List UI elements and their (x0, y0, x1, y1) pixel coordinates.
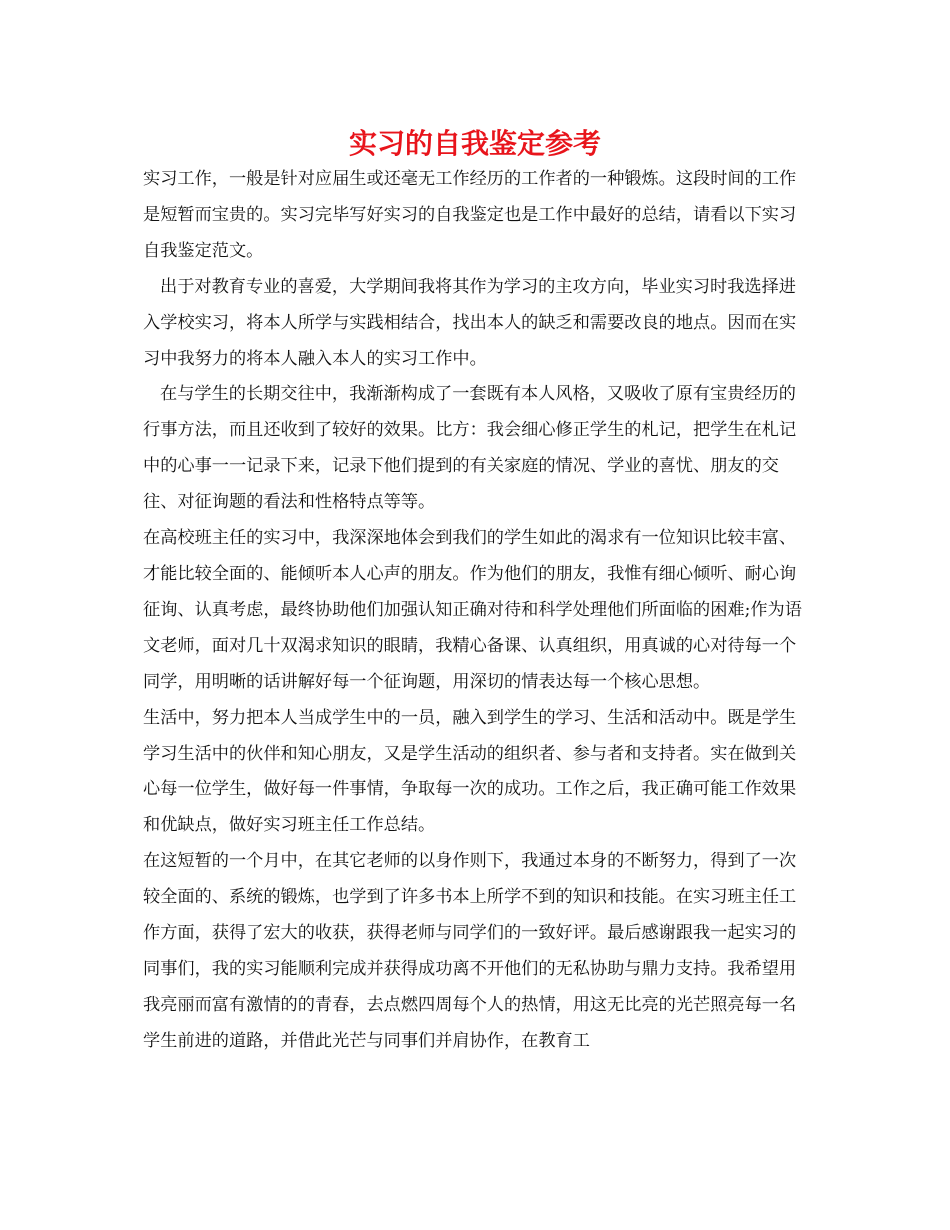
document-body (143, 162, 813, 1060)
document-title: 实习的自我鉴定参考 (348, 127, 601, 160)
paragraph-student-interaction: 在与学生的长期交往中，我渐渐构成了一套既有本人风格，又吸收了原有宝贵经历的行事方法，而且还收到了较好的效果。比方：我会细心修正学生的札记，把学生在札记中的心事一一记录下来，记录下他们提到的有关家庭的情况、学业的喜忧、朋友的交往、对征询题的看法和性格特点等等。 (143, 384, 797, 513)
paragraph-summary: 在这短暂的一个月中，在其它老师的以身作则下，我通过本身的不断努力，得到了一次较全面的、系统的锻炼，也学到了许多书本上所学不到的知识和技能。在实习班主任工作方面，获得了宏大的收获，获得老师与同学们的一致好评。最后感谢跟我一起实习的同事们，我的实习能顺利完成并获得成功离不开他们的无私协助与鼎力支持。我希望用我亮丽而富有激情的的青春，去点燃四周每个人的热情，用这无比亮的光芒照亮每一名学生前进的道路，并借此光芒与同事们并肩协作，在教育工 (143, 851, 797, 1051)
paragraph-major-choice: 出于对教育专业的喜爱，大学期间我将其作为学习的主攻方向，毕业实习时我选择进入学校实习，将本人所学与实践相结合，找出本人的缺乏和需要改良的地点。因而在实习中我努力的将本人融入本人的实习工作中。 (143, 276, 797, 369)
paragraph-daily-life: 生活中，努力把本人当成学生中的一员，融入到学生的学习、生活和活动中。既是学生学习生活中的伙伴和知心朋友，又是学生活动的组织者、参与者和支持者。实在做到关心每一位学生，做好每一件事情，争取每一次的成功。工作之后，我正确可能工作效果和优缺点，做好实习班主任工作总结。 (143, 707, 797, 836)
paragraph-intro: 实习工作，一般是针对应届生或还毫无工作经历的工作者的一种锻炼。这段时间的工作是短暂而宝贵的。实习完毕写好实习的自我鉴定也是工作中最好的总结，请看以下实习自我鉴定范文。 (143, 169, 797, 261)
paragraph-head-teacher: 在高校班主任的实习中，我深深地体会到我们的学生如此的渴求有一位知识比较丰富、才能比较全面的、能倾听本人心声的朋友。作为他们的朋友，我惟有细心倾听、耐心询征询、认真考虑，最终协助他们加强认知正确对待和科学处理他们所面临的困难;作为语文老师，面对几十双渴求知识的眼睛，我精心备课、认真组织，用真诚的心对待每一个同学，用明晰的话讲解好每一个征询题，用深切的情表达每一个核心思想。 (143, 528, 802, 692)
